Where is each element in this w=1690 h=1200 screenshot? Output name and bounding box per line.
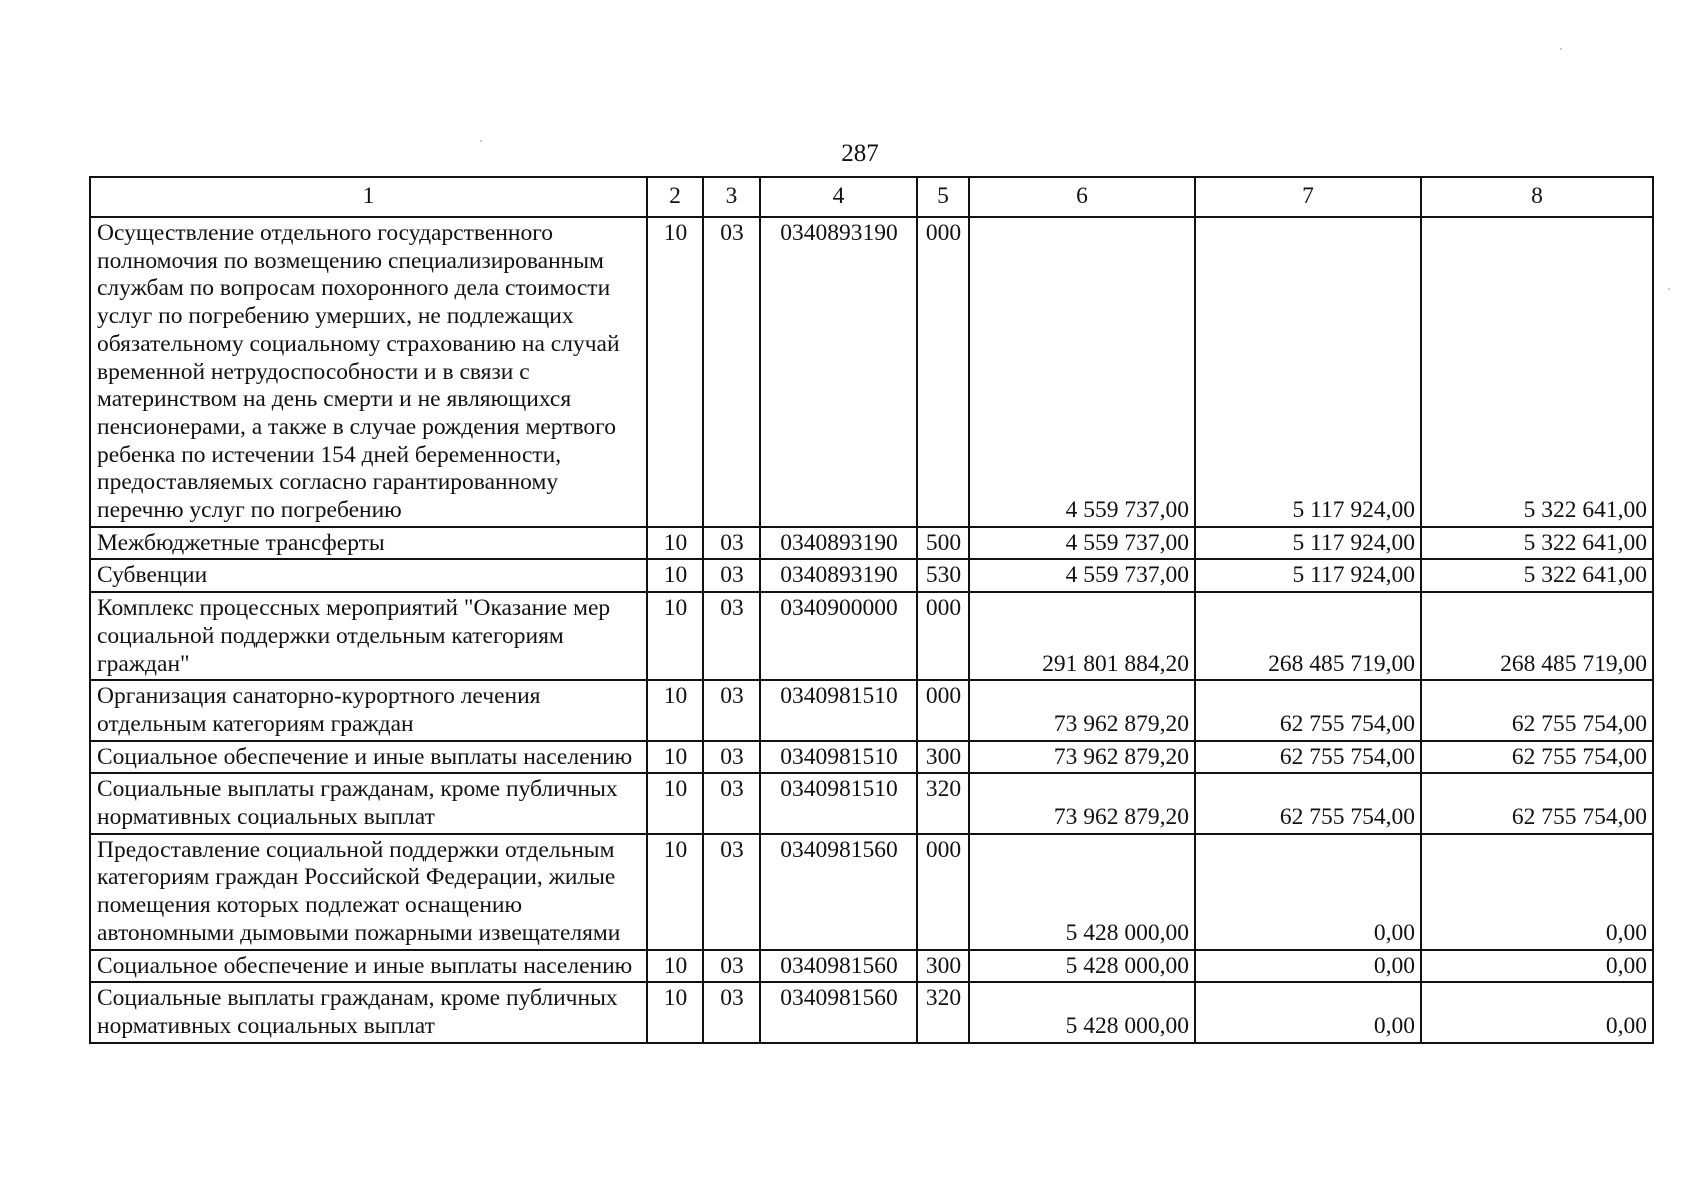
- amount-cell: 268 485 719,00: [1421, 592, 1653, 680]
- amount-cell: 62 755 754,00: [1195, 773, 1421, 833]
- header-cell: 4: [760, 177, 917, 217]
- table-row: [90, 527, 1653, 560]
- header-cell: 1: [90, 177, 647, 217]
- row-name-cell: Организация санаторно-курортного лечения отдельным категориям граждан: [90, 680, 647, 740]
- amount-cell: 4 559 737,00: [969, 217, 1195, 527]
- target-article-cell: 0340981510: [760, 741, 917, 774]
- table-row: [90, 559, 1653, 592]
- subsection-code-cell: 03: [703, 834, 760, 950]
- row-name-cell: Субвенции: [90, 559, 647, 592]
- amount-cell: 5 428 000,00: [969, 834, 1195, 950]
- target-article-cell: 0340981510: [760, 773, 917, 833]
- expense-type-cell: 000: [917, 834, 969, 950]
- expense-type-cell: 000: [917, 217, 969, 527]
- amount-cell: 62 755 754,00: [1195, 741, 1421, 774]
- subsection-code-cell: 03: [703, 527, 760, 560]
- row-name-cell: Социальные выплаты гражданам, кроме публичных нормативных социальных выплат: [90, 982, 647, 1042]
- amount-cell: 5 322 641,00: [1421, 527, 1653, 560]
- section-code-cell: 10: [647, 950, 703, 983]
- header-cell: 3: [703, 177, 760, 217]
- amount-cell: 291 801 884,20: [969, 592, 1195, 680]
- row-name-cell: Межбюджетные трансферты: [90, 527, 647, 560]
- budget-table: [89, 176, 1654, 1044]
- header-cell: 7: [1195, 177, 1421, 217]
- expense-type-cell: 320: [917, 982, 969, 1042]
- amount-cell: 0,00: [1421, 982, 1653, 1042]
- amount-cell: 73 962 879,20: [969, 773, 1195, 833]
- table-row: [90, 834, 1653, 950]
- subsection-code-cell: 03: [703, 982, 760, 1042]
- section-code-cell: 10: [647, 773, 703, 833]
- subsection-code-cell: 03: [703, 950, 760, 983]
- row-name-cell: Комплекс процессных мероприятий "Оказание мер социальной поддержки отдельным категориям граждан": [90, 592, 647, 680]
- amount-cell: 5 428 000,00: [969, 982, 1195, 1042]
- target-article-cell: 0340981560: [760, 834, 917, 950]
- table-row: [90, 950, 1653, 983]
- subsection-code-cell: 03: [703, 773, 760, 833]
- section-code-cell: 10: [647, 680, 703, 740]
- amount-cell: 73 962 879,20: [969, 741, 1195, 774]
- subsection-code-cell: 03: [703, 217, 760, 527]
- amount-cell: 0,00: [1421, 950, 1653, 983]
- scan-speck: [480, 140, 482, 142]
- subsection-code-cell: 03: [703, 741, 760, 774]
- row-name-cell: Осуществление отдельного государственного полномочия по возмещению специализированным службам по вопросам похоронного дела стоимости услуг по погребению умерших, не подлежащих обязательному социальному страхованию на случай временной нетрудоспособности и в связи с материнством на день смерти и не являющихся пенсионерами, а также в случае рождения мертвого ребенка по истечении 154 дней беременности, предоставляемых согласно гарантированному перечню услуг по погребению: [90, 217, 647, 527]
- subsection-code-cell: 03: [703, 559, 760, 592]
- table-row: [90, 741, 1653, 774]
- scan-speck: [1560, 48, 1562, 50]
- target-article-cell: 0340981560: [760, 950, 917, 983]
- header-cell: 8: [1421, 177, 1653, 217]
- amount-cell: 5 117 924,00: [1195, 217, 1421, 527]
- table-row: [90, 982, 1653, 1042]
- target-article-cell: 0340893190: [760, 559, 917, 592]
- section-code-cell: 10: [647, 982, 703, 1042]
- amount-cell: 268 485 719,00: [1195, 592, 1421, 680]
- target-article-cell: 0340981510: [760, 680, 917, 740]
- amount-cell: 5 117 924,00: [1195, 527, 1421, 560]
- amount-cell: 5 117 924,00: [1195, 559, 1421, 592]
- section-code-cell: 10: [647, 559, 703, 592]
- subsection-code-cell: 03: [703, 680, 760, 740]
- row-name-cell: Социальное обеспечение и иные выплаты населению: [90, 741, 647, 774]
- target-article-cell: 0340900000: [760, 592, 917, 680]
- target-article-cell: 0340981560: [760, 982, 917, 1042]
- amount-cell: 62 755 754,00: [1421, 680, 1653, 740]
- row-name-cell: Предоставление социальной поддержки отдельным категориям граждан Российской Федерации, жилые помещения которых подлежат оснащению автономными дымовыми пожарными извещателями: [90, 834, 647, 950]
- header-cell: 6: [969, 177, 1195, 217]
- expense-type-cell: 320: [917, 773, 969, 833]
- table-row: [90, 680, 1653, 740]
- amount-cell: 4 559 737,00: [969, 527, 1195, 560]
- table-row: [90, 592, 1653, 680]
- amount-cell: 73 962 879,20: [969, 680, 1195, 740]
- section-code-cell: 10: [647, 527, 703, 560]
- section-code-cell: 10: [647, 741, 703, 774]
- scan-speck: [1668, 288, 1670, 290]
- amount-cell: 0,00: [1195, 950, 1421, 983]
- amount-cell: 62 755 754,00: [1421, 741, 1653, 774]
- section-code-cell: 10: [647, 592, 703, 680]
- table-row: [90, 773, 1653, 833]
- table-header-row: [90, 177, 1653, 217]
- section-code-cell: 10: [647, 217, 703, 527]
- expense-type-cell: 000: [917, 680, 969, 740]
- header-cell: 2: [647, 177, 703, 217]
- target-article-cell: 0340893190: [760, 527, 917, 560]
- amount-cell: 5 322 641,00: [1421, 559, 1653, 592]
- page-number: 287: [841, 140, 879, 167]
- expense-type-cell: 530: [917, 559, 969, 592]
- expense-type-cell: 000: [917, 592, 969, 680]
- target-article-cell: 0340893190: [760, 217, 917, 527]
- amount-cell: 0,00: [1195, 982, 1421, 1042]
- amount-cell: 0,00: [1195, 834, 1421, 950]
- row-name-cell: Социальные выплаты гражданам, кроме публичных нормативных социальных выплат: [90, 773, 647, 833]
- section-code-cell: 10: [647, 834, 703, 950]
- amount-cell: 4 559 737,00: [969, 559, 1195, 592]
- expense-type-cell: 500: [917, 527, 969, 560]
- table-row: [90, 217, 1653, 527]
- amount-cell: 5 322 641,00: [1421, 217, 1653, 527]
- amount-cell: 5 428 000,00: [969, 950, 1195, 983]
- header-cell: 5: [917, 177, 969, 217]
- expense-type-cell: 300: [917, 950, 969, 983]
- amount-cell: 62 755 754,00: [1195, 680, 1421, 740]
- expense-type-cell: 300: [917, 741, 969, 774]
- amount-cell: 62 755 754,00: [1421, 773, 1653, 833]
- subsection-code-cell: 03: [703, 592, 760, 680]
- amount-cell: 0,00: [1421, 834, 1653, 950]
- row-name-cell: Социальное обеспечение и иные выплаты населению: [90, 950, 647, 983]
